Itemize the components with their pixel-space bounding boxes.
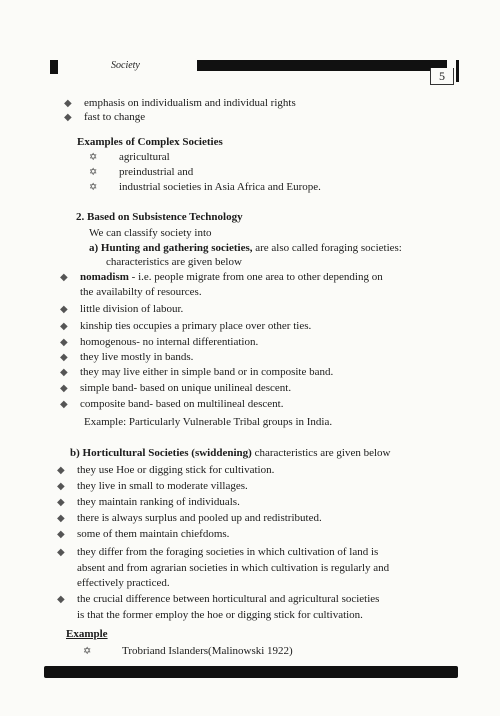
bullet-text: emphasis on individualism and individual rights	[84, 97, 296, 109]
bullet-text: they live in small to moderate villages.	[77, 480, 248, 492]
star-bullet-icon: ✡	[89, 182, 98, 193]
list-item: preindustrial and	[119, 166, 194, 178]
diamond-bullet-icon: ◆	[60, 352, 68, 363]
subsection-heading: a) Hunting and gathering societies, are also called foraging societies:	[89, 242, 402, 254]
diamond-bullet-icon: ◆	[60, 399, 68, 410]
diamond-bullet-icon: ◆	[60, 321, 68, 332]
star-bullet-icon: ✡	[89, 167, 98, 178]
diamond-bullet-icon: ◆	[64, 98, 72, 109]
diamond-bullet-icon: ◆	[60, 304, 68, 315]
diamond-bullet-icon: ◆	[57, 497, 65, 508]
section-heading: Example	[66, 628, 108, 640]
section-heading: Examples of Complex Societies	[77, 136, 223, 148]
bullet-text-continued: is that the former employ the hoe or digging stick for cultivation.	[77, 609, 363, 621]
diamond-bullet-icon: ◆	[60, 337, 68, 348]
paragraph-text: We can classify society into	[89, 227, 212, 239]
list-item: Trobriand Islanders(Malinowski 1922)	[122, 645, 293, 657]
diamond-bullet-icon: ◆	[57, 547, 65, 558]
bullet-text-continued: effectively practiced.	[77, 577, 170, 589]
running-header: Society	[111, 60, 140, 71]
diamond-bullet-icon: ◆	[60, 272, 68, 283]
subsection-heading: b) Horticultural Societies (swiddening) characteristics are given below	[70, 447, 391, 459]
bullet-text: they live mostly in bands.	[80, 351, 194, 363]
star-bullet-icon: ✡	[89, 152, 98, 163]
bullet-text: homogenous- no internal differentiation.	[80, 336, 259, 348]
header-marker	[50, 60, 58, 74]
diamond-bullet-icon: ◆	[57, 481, 65, 492]
example-text: Example: Particularly Vulnerable Tribal groups in India.	[84, 416, 333, 428]
header-bar	[197, 60, 447, 71]
diamond-bullet-icon: ◆	[57, 529, 65, 540]
list-item: agricultural	[119, 151, 170, 163]
footer-bar	[44, 666, 458, 678]
bullet-text: kinship ties occupies a primary place over other ties.	[80, 320, 312, 332]
bullet-text: composite band- based on multilineal descent.	[80, 398, 284, 410]
diamond-bullet-icon: ◆	[64, 112, 72, 123]
list-item: industrial societies in Asia Africa and Europe.	[119, 181, 321, 193]
page-number: 5	[430, 68, 454, 85]
bullet-text: they maintain ranking of individuals.	[77, 496, 240, 508]
bullet-text-continued: the availabilty of resources.	[80, 286, 202, 298]
bullet-text: they use Hoe or digging stick for cultivation.	[77, 464, 275, 476]
bullet-text: they may live either in simple band or in composite band.	[80, 366, 334, 378]
bullet-text: fast to change	[84, 111, 146, 123]
bullet-text-continued: absent and from agrarian societies in which cultivation is regularly and	[77, 562, 390, 574]
bullet-text: some of them maintain chiefdoms.	[77, 528, 230, 540]
diamond-bullet-icon: ◆	[57, 465, 65, 476]
bullet-text: the crucial difference between horticultural and agricultural societies	[77, 593, 380, 605]
paragraph-text: characteristics are given below	[106, 256, 242, 268]
bullet-text: there is always surplus and pooled up and redistributed.	[77, 512, 322, 524]
bullet-text: simple band- based on unique unilineal descent.	[80, 382, 292, 394]
bullet-text: nomadism - i.e. people migrate from one area to other depending on	[80, 271, 383, 283]
header-right-rule	[456, 60, 459, 82]
diamond-bullet-icon: ◆	[60, 367, 68, 378]
star-bullet-icon: ✡	[83, 646, 92, 657]
bullet-text: little division of labour.	[80, 303, 184, 315]
section-heading: 2. Based on Subsistence Technology	[76, 211, 243, 223]
bullet-text: they differ from the foraging societies in which cultivation of land is	[77, 546, 379, 558]
diamond-bullet-icon: ◆	[57, 513, 65, 524]
diamond-bullet-icon: ◆	[60, 383, 68, 394]
diamond-bullet-icon: ◆	[57, 594, 65, 605]
